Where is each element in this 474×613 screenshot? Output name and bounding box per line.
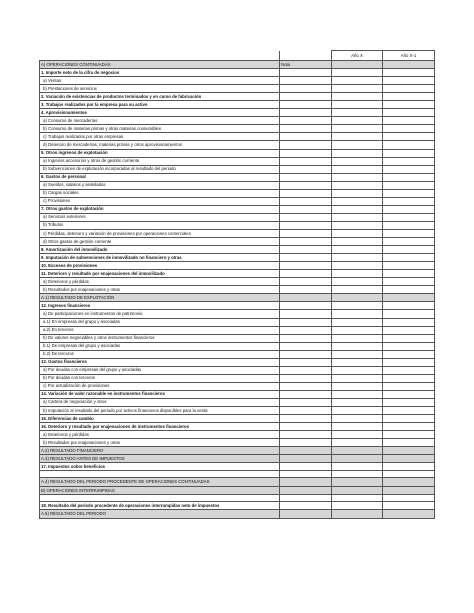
row-label: b) Subvenciones de explotación incorporadas al resultado del periodo (40, 165, 280, 173)
nota-cell (280, 390, 332, 398)
line-item-row (40, 262, 435, 270)
line-item-row (40, 318, 435, 326)
year-prior-cell (383, 366, 435, 374)
line-item-row (40, 423, 435, 431)
year-prior-cell (383, 382, 435, 390)
line-item-row (40, 181, 435, 189)
row-label: 8. Amortización del inmovilizado (40, 246, 280, 254)
row-label: b) Por deudas con terceros (40, 374, 280, 382)
row-label: 2. Variación de existencias de productos terminados y en curso de fabricación (40, 93, 280, 101)
year-current-cell (332, 286, 383, 294)
year-current-cell (332, 125, 383, 133)
year-prior-cell (383, 502, 435, 510)
nota-cell (280, 374, 332, 382)
nota-cell (280, 197, 332, 205)
row-label: a) Ingresos accesorios y otros de gestión corriente (40, 157, 280, 165)
nota-cell (280, 342, 332, 350)
year-current-cell (332, 149, 383, 157)
row-label: b) Tributos (40, 221, 280, 229)
row-label: b) Consumo de materias primas y otras materias consumibles (40, 125, 280, 133)
year-current-cell (332, 262, 383, 270)
nota-cell (280, 358, 332, 366)
year-prior-cell (383, 294, 435, 302)
row-label: A.1) RESULTADO DE EXPLOTACIÓN (40, 294, 280, 302)
year-prior-cell (383, 487, 435, 495)
nota-cell (280, 447, 332, 455)
line-item-row (40, 213, 435, 221)
nota-cell (280, 495, 332, 502)
year-prior-cell (383, 398, 435, 406)
nota-cell (280, 181, 332, 189)
line-item-row (40, 398, 435, 406)
year-prior-header: Año X-1 (383, 51, 435, 61)
row-label: B) OPERACIONES INTERRUMPIDAS (40, 487, 280, 495)
line-item-row (40, 350, 435, 358)
year-prior-cell (383, 455, 435, 463)
year-prior-cell (383, 471, 435, 478)
nota-cell (280, 382, 332, 390)
year-current-cell (332, 101, 383, 109)
line-item-row (40, 358, 435, 366)
year-current-cell (332, 246, 383, 254)
row-label: 7. Otros gastos de explotación (40, 205, 280, 213)
row-label: 11. Deterioro y resultado por enajenaciones del inmovilizado (40, 270, 280, 278)
year-current-cell (332, 390, 383, 398)
line-item-row (40, 205, 435, 213)
year-prior-cell (383, 205, 435, 213)
header-row (40, 51, 435, 61)
line-item-row (40, 93, 435, 101)
year-prior-cell (383, 93, 435, 101)
nota-cell (280, 350, 332, 358)
year-current-cell (332, 61, 383, 69)
line-item-row (40, 431, 435, 439)
year-current-cell (332, 238, 383, 246)
line-item-row (40, 133, 435, 141)
nota-cell (280, 278, 332, 286)
year-prior-cell (383, 495, 435, 502)
year-prior-cell (383, 125, 435, 133)
year-prior-cell (383, 101, 435, 109)
year-current-cell (332, 398, 383, 406)
nota-cell (280, 238, 332, 246)
line-item-row (40, 270, 435, 278)
year-current-cell (332, 69, 383, 77)
row-label: a) Consumo de mercaderías (40, 117, 280, 125)
year-prior-cell (383, 229, 435, 237)
line-item-row (40, 407, 435, 415)
nota-cell (280, 439, 332, 447)
year-prior-cell (383, 85, 435, 93)
nota-cell (280, 407, 332, 415)
nota-cell (280, 213, 332, 221)
line-item-row (40, 254, 435, 262)
nota-cell (280, 294, 332, 302)
year-current-cell (332, 173, 383, 181)
nota-cell (280, 77, 332, 85)
row-label: 17. Impuestos sobre beneficios (40, 463, 280, 471)
line-item-row (40, 463, 435, 471)
year-prior-cell (383, 221, 435, 229)
row-label: c) Trabajos realizados por otras empresas (40, 133, 280, 141)
year-prior-cell (383, 447, 435, 455)
year-prior-cell (383, 439, 435, 447)
year-prior-cell (383, 149, 435, 157)
year-current-cell (332, 431, 383, 439)
section-row (40, 447, 435, 455)
row-label: A.2) RESULTADO FINANCIERO (40, 447, 280, 455)
year-prior-cell (383, 463, 435, 471)
year-prior-cell (383, 407, 435, 415)
line-item-row (40, 117, 435, 125)
year-current-cell (332, 157, 383, 165)
year-prior-cell (383, 254, 435, 262)
line-item-row (40, 334, 435, 342)
row-label: 13. Gastos financieros (40, 358, 280, 366)
year-current-cell (332, 366, 383, 374)
year-current-cell (332, 382, 383, 390)
line-item-row (40, 326, 435, 334)
year-current-cell (332, 510, 383, 518)
nota-cell (280, 487, 332, 495)
year-current-cell (332, 318, 383, 326)
nota-cell (280, 262, 332, 270)
year-prior-cell (383, 334, 435, 342)
year-current-cell (332, 133, 383, 141)
nota-cell (280, 101, 332, 109)
year-current-cell (332, 447, 383, 455)
nota-cell: Nota (280, 61, 332, 69)
line-item-row (40, 415, 435, 423)
nota-cell (280, 229, 332, 237)
row-label: d) Otros gastos de gestión corriente (40, 238, 280, 246)
nota-cell (280, 326, 332, 334)
section-row (40, 487, 435, 495)
year-current-cell (332, 407, 383, 415)
year-prior-cell (383, 278, 435, 286)
year-current-cell (332, 334, 383, 342)
row-label: b) Imputación al resultado del periodo por activos financieros disponibles para la venta (40, 407, 280, 415)
section-row (40, 455, 435, 463)
row-label: a.1) En empresas del grupo y asociadas (40, 318, 280, 326)
year-prior-cell (383, 133, 435, 141)
row-label: 9. Imputación de subvenciones de inmovilizado no financiero y otras (40, 254, 280, 262)
line-item-row (40, 246, 435, 254)
row-label: b) Prestaciones de servicios (40, 85, 280, 93)
row-label: a) Cartera de negociación y otros (40, 398, 280, 406)
row-label: 3. Trabajos realizados por la empresa para su activo (40, 101, 280, 109)
line-item-row (40, 278, 435, 286)
row-label: b) Resultados por enajenaciones y otras (40, 439, 280, 447)
row-label: a) Deterioros y pérdidas (40, 431, 280, 439)
year-current-cell (332, 423, 383, 431)
line-item-row (40, 101, 435, 109)
year-current-cell (332, 141, 383, 149)
year-prior-cell (383, 478, 435, 487)
year-current-cell (332, 495, 383, 502)
year-prior-cell (383, 213, 435, 221)
year-prior-cell (383, 270, 435, 278)
nota-cell (280, 415, 332, 423)
year-current-cell (332, 205, 383, 213)
row-label: A.5) RESULTADO DEL PERIODO (40, 510, 280, 518)
year-prior-cell (383, 431, 435, 439)
year-prior-cell (383, 109, 435, 117)
header-blank-nota (280, 51, 332, 61)
year-current-cell (332, 189, 383, 197)
row-label: 14. Variación de valor razonable en instrumentos financieros (40, 390, 280, 398)
line-item-row (40, 109, 435, 117)
year-current-cell (332, 455, 383, 463)
year-current-cell (332, 487, 383, 495)
row-label: 16. Deterioro y resultado por enajenaciones de instrumentos financieros (40, 423, 280, 431)
row-label: a) Servicios exteriores (40, 213, 280, 221)
row-label: 18. Resultado del periodo procedente de operaciones interrumpidas neto de impuestos (40, 502, 280, 510)
year-prior-cell (383, 415, 435, 423)
nota-cell (280, 431, 332, 439)
nota-cell (280, 85, 332, 93)
section-row (40, 61, 435, 69)
year-prior-cell (383, 165, 435, 173)
nota-cell (280, 125, 332, 133)
line-item-row (40, 439, 435, 447)
nota-cell (280, 318, 332, 326)
year-prior-cell (383, 262, 435, 270)
row-label: a.2) En terceros (40, 326, 280, 334)
row-label: b) Cargas sociales (40, 189, 280, 197)
line-item-row (40, 85, 435, 93)
line-item-row (40, 374, 435, 382)
line-item-row (40, 310, 435, 318)
year-current-cell (332, 197, 383, 205)
line-item-row (40, 286, 435, 294)
year-prior-cell (383, 342, 435, 350)
nota-cell (280, 471, 332, 478)
row-label (40, 495, 280, 502)
header-blank (40, 51, 280, 61)
row-label: a) Ventas (40, 77, 280, 85)
row-label: c) Provisiones (40, 197, 280, 205)
income-statement-table (39, 50, 435, 519)
row-label: 5. Otros ingresos de explotación (40, 149, 280, 157)
year-prior-cell (383, 61, 435, 69)
nota-cell (280, 149, 332, 157)
row-label: b) Resultados por enajenaciones y otras (40, 286, 280, 294)
year-current-cell (332, 165, 383, 173)
nota-cell (280, 423, 332, 431)
nota-cell (280, 117, 332, 125)
year-current-cell (332, 478, 383, 487)
section-row (40, 510, 435, 518)
year-current-cell (332, 342, 383, 350)
nota-cell (280, 510, 332, 518)
nota-cell (280, 286, 332, 294)
line-item-row (40, 342, 435, 350)
nota-cell (280, 69, 332, 77)
row-label: A.3) RESULTADO ANTES DE IMPUESTOS (40, 455, 280, 463)
nota-cell (280, 109, 332, 117)
year-prior-cell (383, 141, 435, 149)
year-current-cell (332, 358, 383, 366)
year-prior-cell (383, 173, 435, 181)
nota-cell (280, 302, 332, 310)
nota-cell (280, 246, 332, 254)
row-label: 1. Importe neto de la cifra de negocios (40, 69, 280, 77)
year-prior-cell (383, 246, 435, 254)
line-item-row (40, 189, 435, 197)
nota-cell (280, 133, 332, 141)
nota-cell (280, 221, 332, 229)
nota-cell (280, 141, 332, 149)
line-item-row (40, 125, 435, 133)
row-label: a) Deterioros y pérdidas (40, 278, 280, 286)
nota-cell (280, 93, 332, 101)
year-current-cell (332, 117, 383, 125)
line-item-row (40, 382, 435, 390)
line-item-row (40, 141, 435, 149)
nota-cell (280, 270, 332, 278)
year-prior-cell (383, 157, 435, 165)
nota-cell (280, 254, 332, 262)
year-current-cell (332, 502, 383, 510)
line-item-row (40, 238, 435, 246)
year-current-cell (332, 221, 383, 229)
year-current-cell (332, 109, 383, 117)
nota-cell (280, 463, 332, 471)
year-prior-cell (383, 374, 435, 382)
line-item-row (40, 495, 435, 502)
line-item-row (40, 165, 435, 173)
line-item-row (40, 502, 435, 510)
nota-cell (280, 398, 332, 406)
row-label: 4. Aprovisionamientos (40, 109, 280, 117)
row-label: 10. Excesos de provisiones (40, 262, 280, 270)
row-label: c) Por actualización de provisiones (40, 382, 280, 390)
row-label: b.2) De terceros (40, 350, 280, 358)
nota-cell (280, 455, 332, 463)
section-row (40, 478, 435, 487)
year-prior-cell (383, 390, 435, 398)
year-prior-cell (383, 310, 435, 318)
nota-cell (280, 310, 332, 318)
row-label: a) Sueldos, salarios y asimilados (40, 181, 280, 189)
year-prior-cell (383, 77, 435, 85)
row-label: A) OPERACIONES CONTINUADAS (40, 61, 280, 69)
year-current-cell (332, 310, 383, 318)
year-current-cell (332, 471, 383, 478)
year-current-cell (332, 439, 383, 447)
year-current-cell (332, 77, 383, 85)
line-item-row (40, 366, 435, 374)
line-item-row (40, 77, 435, 85)
year-current-cell (332, 270, 383, 278)
line-item-row (40, 221, 435, 229)
line-item-row (40, 173, 435, 181)
year-current-cell (332, 85, 383, 93)
year-current-cell (332, 254, 383, 262)
row-label (40, 471, 280, 478)
row-label: 12. Ingresos financieros (40, 302, 280, 310)
year-current-cell (332, 229, 383, 237)
year-current-cell (332, 93, 383, 101)
line-item-row (40, 69, 435, 77)
row-label: a) Por deudas con empresas del grupo y asociadas (40, 366, 280, 374)
line-item-row (40, 197, 435, 205)
year-prior-cell (383, 189, 435, 197)
year-current-header: Año X (332, 51, 383, 61)
year-prior-cell (383, 358, 435, 366)
row-label: d) Deterioro de mercaderías, materias primas y otros aprovisionamientos (40, 141, 280, 149)
nota-cell (280, 502, 332, 510)
nota-cell (280, 366, 332, 374)
year-current-cell (332, 278, 383, 286)
row-label: b.1) De empresas del grupo y asociadas (40, 342, 280, 350)
year-prior-cell (383, 69, 435, 77)
year-prior-cell (383, 318, 435, 326)
year-current-cell (332, 374, 383, 382)
nota-cell (280, 478, 332, 487)
line-item-row (40, 471, 435, 478)
year-current-cell (332, 415, 383, 423)
row-label: b) De valores negociables y otros instrumentos financieros (40, 334, 280, 342)
row-label: 6. Gastos de personal (40, 173, 280, 181)
year-current-cell (332, 294, 383, 302)
nota-cell (280, 189, 332, 197)
line-item-row (40, 302, 435, 310)
year-prior-cell (383, 302, 435, 310)
nota-cell (280, 157, 332, 165)
line-item-row (40, 157, 435, 165)
year-current-cell (332, 350, 383, 358)
nota-cell (280, 334, 332, 342)
year-prior-cell (383, 117, 435, 125)
row-label: A.4) RESULTADO DEL PERIODO PROCEDENTE DE OPERACIONES CONTINUADAS (40, 478, 280, 487)
year-prior-cell (383, 510, 435, 518)
year-prior-cell (383, 238, 435, 246)
nota-cell (280, 173, 332, 181)
line-item-row (40, 149, 435, 157)
year-prior-cell (383, 286, 435, 294)
year-prior-cell (383, 350, 435, 358)
year-prior-cell (383, 423, 435, 431)
section-row (40, 294, 435, 302)
year-current-cell (332, 213, 383, 221)
nota-cell (280, 205, 332, 213)
row-label: c) Pérdidas, deterioro y variación de provisiones por operaciones comerciales (40, 229, 280, 237)
line-item-row (40, 229, 435, 237)
year-prior-cell (383, 181, 435, 189)
year-current-cell (332, 463, 383, 471)
year-prior-cell (383, 197, 435, 205)
year-current-cell (332, 181, 383, 189)
row-label: 15. Diferencias de cambio (40, 415, 280, 423)
year-current-cell (332, 302, 383, 310)
year-prior-cell (383, 326, 435, 334)
line-item-row (40, 390, 435, 398)
row-label: a) De participaciones en instrumentos de patrimonio (40, 310, 280, 318)
year-current-cell (332, 326, 383, 334)
nota-cell (280, 165, 332, 173)
